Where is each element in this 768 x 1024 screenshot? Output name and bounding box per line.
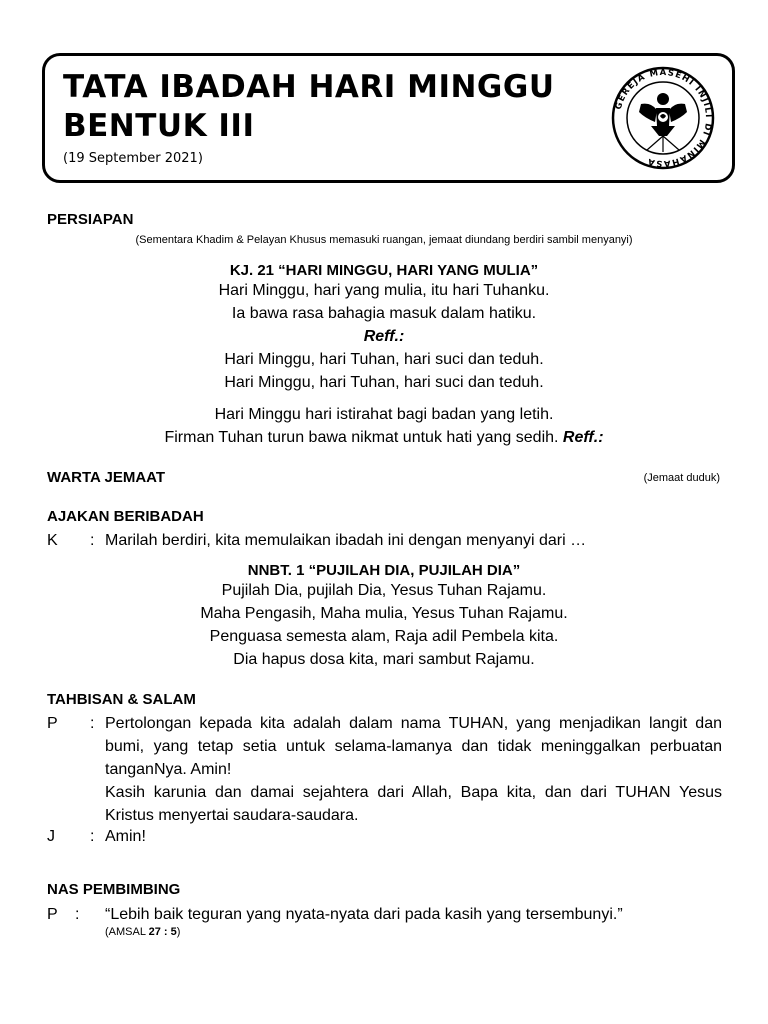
speaker-colon: : — [90, 532, 95, 549]
liturgy-line-k — [47, 529, 722, 552]
liturgy-line-nas — [47, 903, 722, 926]
heading-tahbisan-salam: TAHBISAN & SALAM — [47, 691, 196, 708]
lyric-text: Firman Tuhan turun bawa nikmat untuk hati yang sedih. — [164, 429, 559, 446]
heading-ajakan-beribadah: AJAKAN BERIBADAH — [47, 508, 204, 525]
ref-close: ) — [176, 926, 181, 938]
lyric-line-with-reff — [0, 426, 768, 449]
lyric-line: Hari Minggu, hari yang mulia, itu hari Tuhanku. — [218, 282, 550, 299]
text-line: Kasih karunia dan damai sejahtera dari Allah, Bapa kita, dan dari TUHAN Yesus — [105, 784, 722, 801]
service-date: (19 September 2021) — [63, 151, 203, 166]
title-line-1: TATA IBADAH HARI MINGGU — [63, 69, 555, 105]
page-title — [63, 68, 555, 146]
liturgy-line-j — [47, 825, 722, 848]
gmim-seal-logo — [611, 66, 715, 170]
persiapan-note: (Sementara Khadim & Pelayan Khusus memasuki ruangan, jemaat diundang berdiri sambil menyanyi) — [135, 234, 633, 246]
warta-note: (Jemaat duduk) — [643, 472, 720, 484]
song-kj21 — [0, 262, 768, 449]
lyric-line: Hari Minggu, hari Tuhan, hari suci dan teduh. — [224, 374, 544, 391]
reff-marker: Reff.: — [562, 429, 604, 446]
heading-nas-pembimbing: NAS PEMBIMBING — [47, 881, 181, 898]
liturgy-text: Marilah berdiri, kita memulaikan ibadah ini dengan menyanyi dari … — [105, 532, 587, 549]
song-title: NNBT. 1 “PUJILAH DIA, PUJILAH DIA” — [247, 562, 521, 579]
speaker-colon: : — [90, 715, 95, 732]
lyric-line: Dia hapus dosa kita, mari sambut Rajamu. — [233, 651, 535, 668]
heading-warta-jemaat: WARTA JEMAAT — [47, 469, 166, 486]
liturgy-line-p — [47, 712, 722, 827]
song-title: KJ. 21 “HARI MINGGU, HARI YANG MULIA” — [229, 262, 539, 279]
speaker-label: P — [47, 906, 58, 923]
text-line: Pertolongan kepada kita adalah dalam nama TUHAN, yang menjadikan langit dan — [105, 715, 722, 732]
lyric-line: Maha Pengasih, Maha mulia, Yesus Tuhan Rajamu. — [200, 605, 568, 622]
seal-text: GEREJA MASEHI INJILI DI MINAHASA — [613, 67, 714, 169]
liturgy-text: “Lebih baik teguran yang nyata-nyata dari pada kasih yang tersembunyi.” — [105, 906, 623, 923]
song-nnbt1 — [0, 562, 768, 671]
title-line-2: BENTUK III — [63, 108, 255, 144]
lyric-line: Hari Minggu hari istirahat bagi badan yang letih. — [214, 406, 554, 423]
reff-label: Reff.: — [363, 328, 405, 345]
text-line: bumi, yang tetap setia untuk selama-lamanya dan tidak meninggalkan perbuatan — [105, 738, 722, 755]
lyric-line: Hari Minggu, hari Tuhan, hari suci dan teduh. — [224, 351, 544, 368]
text-line: Kristus menyertai saudara-saudara. — [105, 807, 359, 824]
liturgy-text: Amin! — [105, 828, 146, 845]
ref-verse: 27 : 5 — [148, 926, 177, 938]
lyric-line: Ia bawa rasa bahagia masuk dalam hatiku. — [231, 305, 537, 322]
ref-open: (AMSAL — [105, 926, 149, 938]
header-box — [42, 53, 735, 183]
scripture-reference — [105, 926, 180, 938]
speaker-label: K — [47, 532, 58, 549]
lyric-line: Penguasa semesta alam, Raja adil Pembela kita. — [209, 628, 559, 645]
speaker-colon: : — [75, 906, 80, 923]
speaker-label: P — [47, 715, 58, 732]
text-line: tanganNya. Amin! — [105, 761, 232, 778]
liturgy-text — [105, 712, 722, 827]
heading-persiapan: PERSIAPAN — [47, 211, 134, 228]
speaker-colon: : — [90, 828, 95, 845]
speaker-label: J — [47, 828, 55, 845]
lyric-line: Pujilah Dia, pujilah Dia, Yesus Tuhan Rajamu. — [221, 582, 547, 599]
